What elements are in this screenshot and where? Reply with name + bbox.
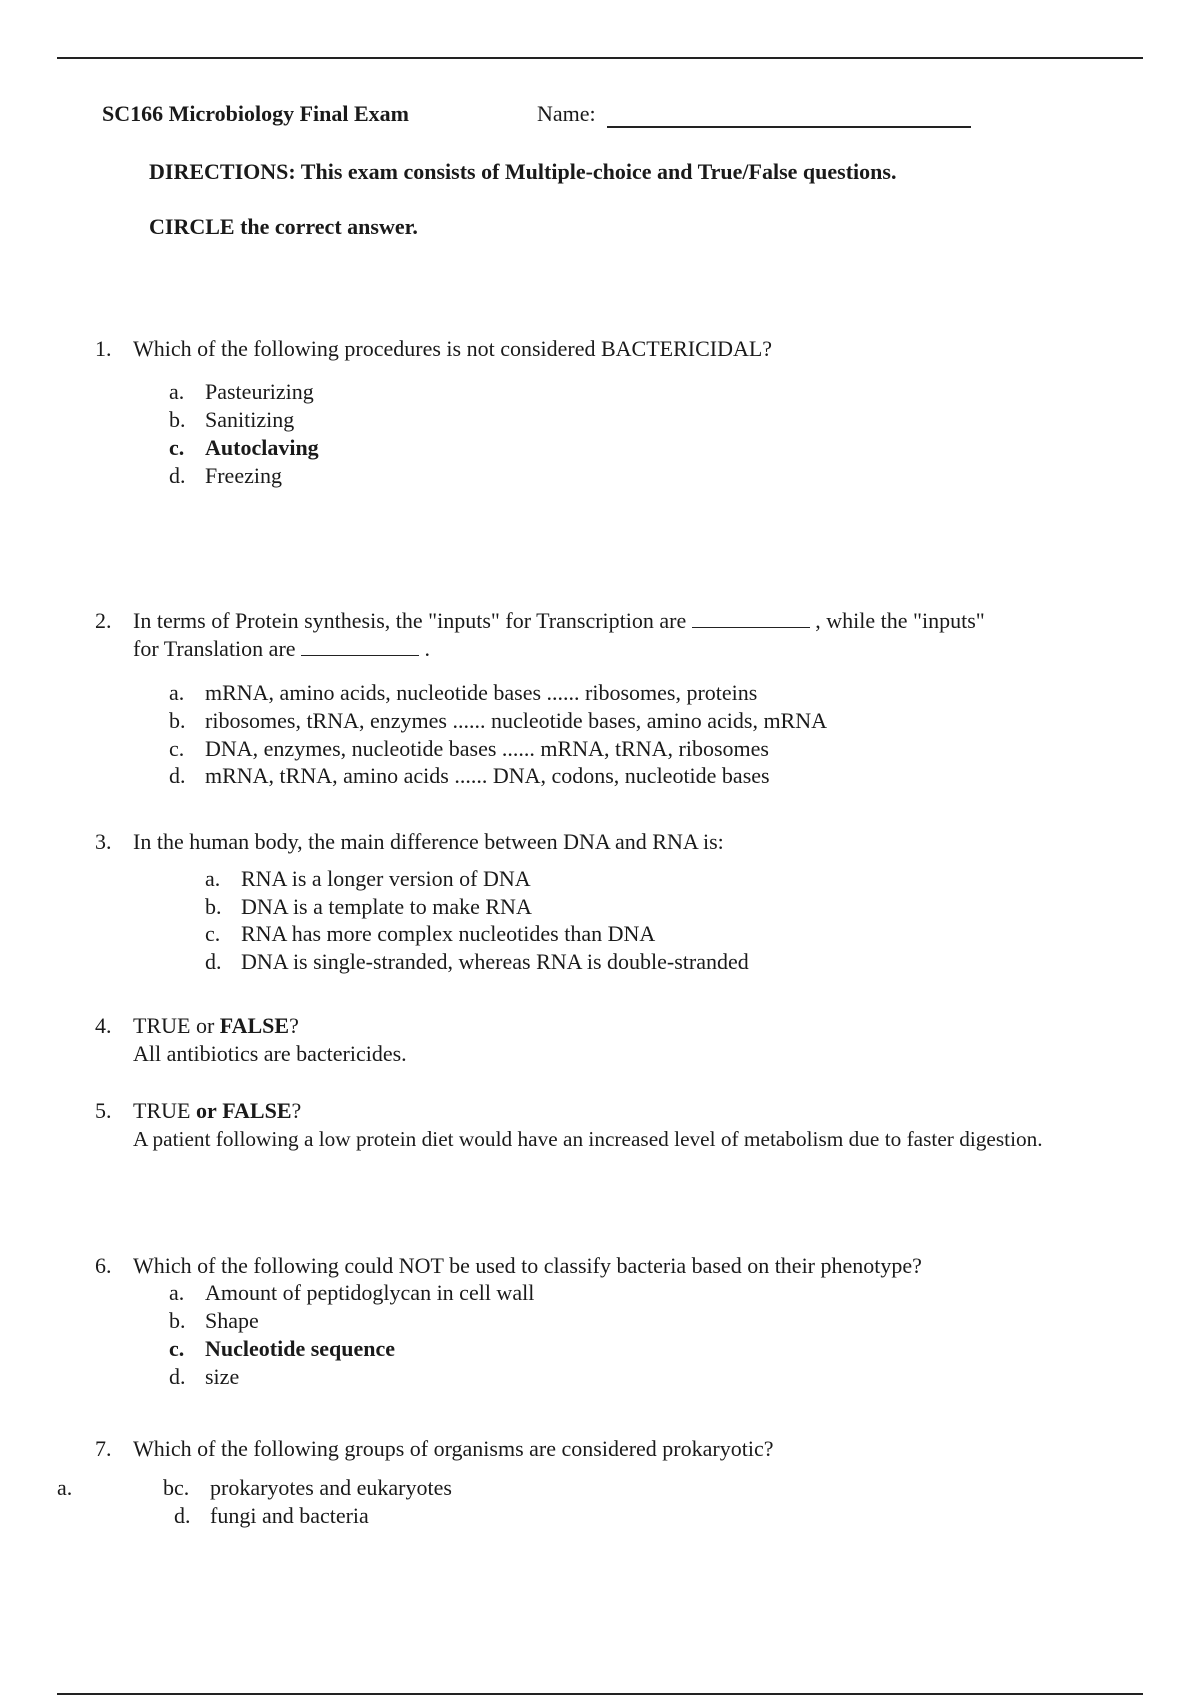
question-1-option-c: c. Autoclaving: [169, 435, 319, 460]
question-7-option-bc: bc. prokaryotes and eukaryotes: [163, 1475, 452, 1500]
question-1-option-a: a. Pasteurizing: [169, 379, 314, 404]
question-3-option-d: d. DNA is single-stranded, whereas RNA is double-stranded: [205, 949, 749, 974]
question-2-option-a: a. mRNA, amino acids, nucleotide bases ...... ribosomes, proteins: [169, 680, 758, 705]
question-1-option-b: b. Sanitizing: [169, 407, 295, 432]
question-7-text: Which of the following groups of organisms are considered prokaryotic?: [133, 1436, 774, 1461]
bottom-rule: [57, 1693, 1143, 1695]
answer-blank: [301, 637, 419, 656]
question-2-line-2: for Translation are .: [133, 636, 431, 661]
question-6-option-b: b. Shape: [169, 1308, 259, 1333]
question-2-option-b: b. ribosomes, tRNA, enzymes ...... nucleotide bases, amino acids, mRNA: [169, 708, 828, 733]
question-7-option-d: d. fungi and bacteria: [174, 1503, 369, 1528]
name-blank-line: [607, 126, 971, 128]
question-3-option-c: c. RNA has more complex nucleotides than DNA: [205, 921, 656, 946]
question-number: 1.: [95, 336, 112, 361]
name-label: Name:: [537, 101, 596, 126]
question-number: 5.: [95, 1098, 112, 1123]
question-3-option-b: b. DNA is a template to make RNA: [205, 894, 532, 919]
question-6-option-d: d. size: [169, 1364, 240, 1389]
question-2-option-c: c. DNA, enzymes, nucleotide bases ...... mRNA, tRNA, ribosomes: [169, 736, 769, 761]
question-3-option-a: a. RNA is a longer version of DNA: [205, 866, 531, 891]
question-6-text: Which of the following could NOT be used to classify bacteria based on their phenotype?: [133, 1253, 922, 1278]
answer-blank: [692, 609, 810, 628]
directions-text: DIRECTIONS: This exam consists of Multiple-choice and True/False questions.: [149, 159, 897, 184]
circle-instruction: CIRCLE the correct answer.: [149, 214, 418, 239]
question-number: 3.: [95, 829, 112, 854]
question-7-stray-letter: a.: [57, 1475, 73, 1500]
question-number: 7.: [95, 1436, 112, 1461]
question-5-statement: A patient following a low protein diet would have an increased level of metabolism due to faster digestion.: [133, 1127, 1043, 1151]
question-number: 2.: [95, 608, 112, 633]
exam-title: SC166 Microbiology Final Exam: [102, 101, 409, 126]
question-number: 6.: [95, 1253, 112, 1278]
question-2-line-1: In terms of Protein synthesis, the "inputs" for Transcription are , while the "inputs": [133, 608, 985, 633]
question-4-true-false: TRUE or FALSE?: [133, 1013, 299, 1038]
question-1-option-d: d. Freezing: [169, 463, 282, 488]
question-1-text: Which of the following procedures is not considered BACTERICIDAL?: [133, 336, 773, 361]
question-2-option-d: d. mRNA, tRNA, amino acids ...... DNA, codons, nucleotide bases: [169, 763, 770, 788]
question-number: 4.: [95, 1013, 112, 1038]
question-4-statement: All antibiotics are bactericides.: [133, 1041, 407, 1066]
question-3-text: In the human body, the main difference between DNA and RNA is:: [133, 829, 724, 854]
question-6-option-a: a. Amount of peptidoglycan in cell wall: [169, 1280, 535, 1305]
question-5-true-false: TRUE or FALSE?: [133, 1098, 302, 1123]
question-6-option-c: c. Nucleotide sequence: [169, 1336, 396, 1361]
top-rule: [57, 57, 1143, 59]
